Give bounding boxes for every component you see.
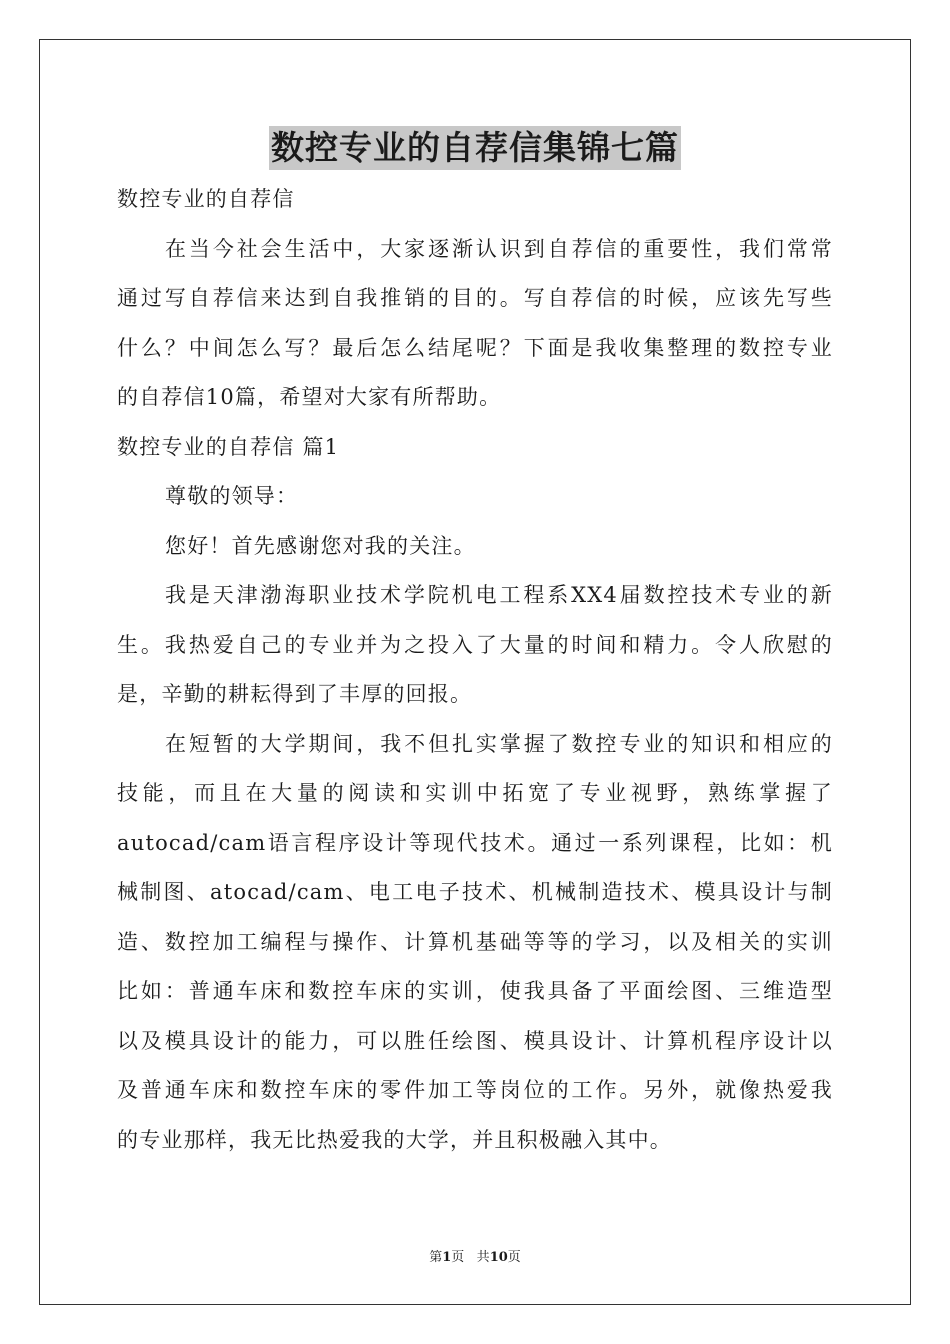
document-title: 数控专业的自荐信集锦七篇 xyxy=(269,126,681,170)
para2-line-3: autocad/cam语言程序设计等现代技术。通过一系列课程，比如：机 xyxy=(117,830,833,855)
para2-line-2: 技能，而且在大量的阅读和实训中拓宽了专业视野，熟练掌握了 xyxy=(117,781,833,805)
para2-line-5: 造、数控加工编程与操作、计算机基础等等的学习，以及相关的实训 xyxy=(117,929,833,954)
para2-line-9: 的专业那样，我无比热爱我的大学，并且积极融入其中。 xyxy=(117,1127,672,1152)
para1-line-2: 生。我热爱自己的专业并为之投入了大量的时间和精力。令人欣慰的 xyxy=(117,632,833,657)
para2-line-8: 及普通车床和数控车床的零件加工等岗位的工作。另外，就像热爱我 xyxy=(117,1078,833,1102)
page-suffix: 页 xyxy=(451,1250,465,1265)
intro-line-4: 的自荐信10篇，希望对大家有所帮助。 xyxy=(117,385,502,409)
page-footer xyxy=(0,1250,950,1266)
page-total: 10 xyxy=(489,1250,508,1265)
page-prefix: 第 xyxy=(429,1250,443,1265)
total-prefix: 共 xyxy=(476,1250,490,1265)
para1-line-3: 是，辛勤的耕耘得到了丰厚的回报。 xyxy=(117,682,473,706)
para2-line-6: 比如：普通车床和数控车床的实训，使我具备了平面绘图、三维造型 xyxy=(117,979,833,1003)
title-wrapper xyxy=(0,126,950,170)
total-suffix: 页 xyxy=(507,1250,521,1265)
para2-line-7: 以及模具设计的能力，可以胜任绘图、模具设计、计算机程序设计以 xyxy=(117,1028,833,1053)
salutation: 尊敬的领导： xyxy=(165,484,299,508)
para1-line-1: 我是天津渤海职业技术学院机电工程系XX4届数控技术专业的新 xyxy=(165,583,833,607)
intro-line-2: 通过写自荐信来达到自我推销的目的。写自荐信的时候，应该先写些 xyxy=(117,286,833,310)
document-body xyxy=(117,175,833,1165)
para2-line-4: 械制图、atocad/cam、电工电子技术、机械制造技术、模具设计与制 xyxy=(117,880,833,904)
intro-line-1: 在当今社会生活中，大家逐渐认识到自荐信的重要性，我们常常 xyxy=(165,236,833,261)
letter-heading: 数控专业的自荐信 篇1 xyxy=(117,434,340,459)
para2-line-1: 在短暂的大学期间，我不但扎实掌握了数控专业的知识和相应的 xyxy=(165,731,833,756)
section-heading: 数控专业的自荐信 xyxy=(117,187,295,211)
intro-line-3: 什么？中间怎么写？最后怎么结尾呢？下面是我收集整理的数控专业 xyxy=(117,335,833,360)
greeting: 您好！首先感谢您对我的关注。 xyxy=(165,533,476,558)
page-current: 1 xyxy=(442,1250,452,1265)
